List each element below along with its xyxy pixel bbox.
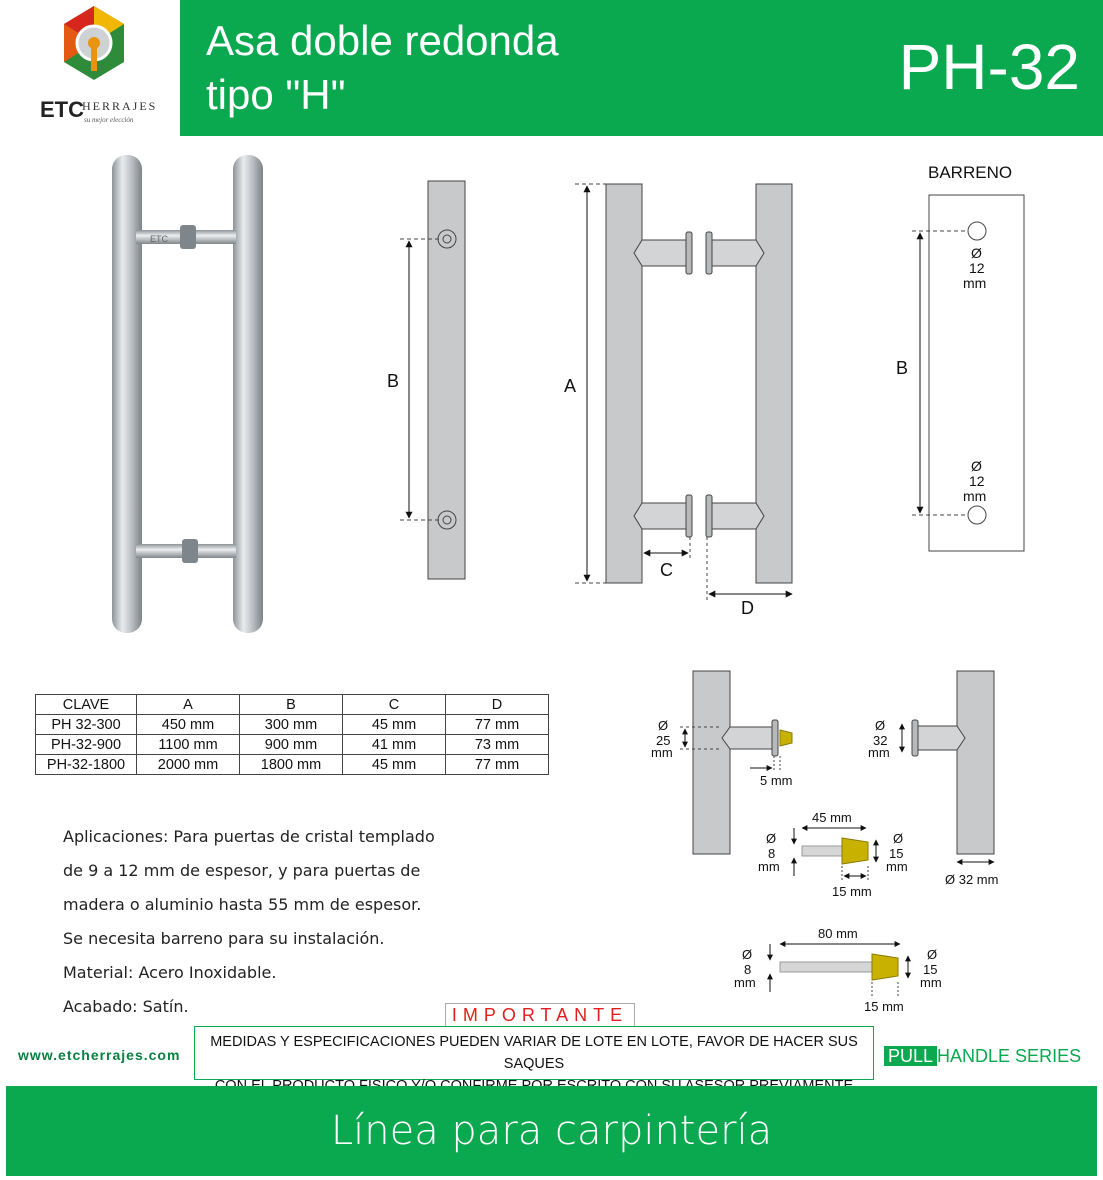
cell: 2000 mm xyxy=(137,755,240,775)
footer-text: Línea para carpintería xyxy=(330,1108,773,1154)
note-line: madera o aluminio hasta 55 mm de espesor. xyxy=(63,895,422,914)
d8b-value: 8 xyxy=(744,962,752,977)
website-link[interactable]: www.etcherrajes.com xyxy=(18,1047,181,1063)
cell: 1800 mm xyxy=(240,755,343,775)
hole-bottom-value: 12 xyxy=(969,473,985,489)
table-row xyxy=(36,735,549,755)
dim-b-barreno: B xyxy=(896,358,909,378)
cell: 300 mm xyxy=(240,715,343,735)
col-c: C xyxy=(343,695,446,715)
hole-top-unit: mm xyxy=(963,275,987,291)
d8a-symbol: Ø xyxy=(766,831,777,846)
d15a-unit: mm xyxy=(886,859,908,874)
dia32-label: Ø 32 mm xyxy=(945,872,999,887)
brand-name: ETC xyxy=(40,97,84,122)
cell: PH-32-900 xyxy=(36,735,137,755)
brand-sub: HERRAJES xyxy=(82,99,158,113)
cell: 450 mm xyxy=(137,715,240,735)
cell: 77 mm xyxy=(446,755,549,775)
note-line: de 9 a 12 mm de espesor, y para puertas de xyxy=(63,861,421,880)
series-rest: HANDLE SERIES xyxy=(937,1046,1082,1066)
hole-top-value: 12 xyxy=(969,260,985,276)
d15a-symbol: Ø xyxy=(893,831,904,846)
d25-value: 25 xyxy=(656,733,671,748)
dim-b-side: B xyxy=(387,371,400,391)
cell: 45 mm xyxy=(343,715,446,735)
series-pull: PULL xyxy=(884,1046,937,1066)
cell: 73 mm xyxy=(446,735,549,755)
note-line: Material: Acero Inoxidable. xyxy=(63,963,277,982)
cell: PH 32-300 xyxy=(36,715,137,735)
d15b-value: 15 xyxy=(923,962,938,977)
d8b-symbol: Ø xyxy=(742,947,753,962)
cell: 41 mm xyxy=(343,735,446,755)
d15a-value: 15 xyxy=(889,846,904,861)
w5-label: 5 mm xyxy=(760,773,793,788)
series-label xyxy=(884,1046,1081,1067)
col-b: B xyxy=(240,695,343,715)
important-notice xyxy=(194,1026,874,1080)
photo-etc-label: ETC xyxy=(150,234,168,244)
dim-c: C xyxy=(660,560,673,580)
spec-table xyxy=(35,694,549,775)
cell: 45 mm xyxy=(343,755,446,775)
cell: 900 mm xyxy=(240,735,343,755)
col-d: D xyxy=(446,695,549,715)
product-photo xyxy=(112,155,263,633)
brand-logo xyxy=(0,0,180,136)
dim-d: D xyxy=(741,598,754,618)
table-row xyxy=(36,715,549,735)
hole-top-symbol: Ø xyxy=(971,245,982,261)
d8a-unit: mm xyxy=(758,859,780,874)
page-title: Asa doble redonda tipo "H" xyxy=(206,17,559,118)
d15b-symbol: Ø xyxy=(927,947,938,962)
technical-drawing xyxy=(0,140,1103,680)
d8b-unit: mm xyxy=(734,975,756,990)
w15b-label: 15 mm xyxy=(864,999,904,1014)
d32-unit: mm xyxy=(868,745,890,760)
col-a: A xyxy=(137,695,240,715)
important-line-1: MEDIDAS Y ESPECIFICACIONES PUEDEN VARIAR DE LOTE EN LOTE, FAVOR DE HACER SUS SAQUES xyxy=(210,1034,858,1072)
d25-symbol: Ø xyxy=(658,718,669,733)
hole-bottom-symbol: Ø xyxy=(971,458,982,474)
table-header-row xyxy=(36,695,549,715)
brand-tagline: su mejor elección xyxy=(84,116,134,124)
application-notes xyxy=(63,820,435,1024)
barreno-title: BARRENO xyxy=(928,163,1013,182)
d15b-unit: mm xyxy=(920,975,942,990)
cell: 1100 mm xyxy=(137,735,240,755)
cell: 77 mm xyxy=(446,715,549,735)
w15a-label: 15 mm xyxy=(832,884,872,899)
note-line: Aplicaciones: Para puertas de cristal templado xyxy=(63,827,435,846)
d25-unit: mm xyxy=(651,745,673,760)
table-row xyxy=(36,755,549,775)
logo-icon xyxy=(0,0,180,136)
note-line: Se necesita barreno para su instalación. xyxy=(63,929,385,948)
dim-a: A xyxy=(564,376,577,396)
w80-label: 80 mm xyxy=(818,926,858,941)
note-line: Acabado: Satín. xyxy=(63,997,189,1016)
d8a-value: 8 xyxy=(768,846,776,861)
product-code: PH-32 xyxy=(898,31,1080,103)
hole-bottom-unit: mm xyxy=(963,488,987,504)
d32-symbol: Ø xyxy=(875,718,886,733)
important-title: IMPORTANTE xyxy=(445,1003,635,1027)
d32-value: 32 xyxy=(873,733,888,748)
w45-label: 45 mm xyxy=(812,810,852,825)
cell: PH-32-1800 xyxy=(36,755,137,775)
col-clave: CLAVE xyxy=(36,695,137,715)
